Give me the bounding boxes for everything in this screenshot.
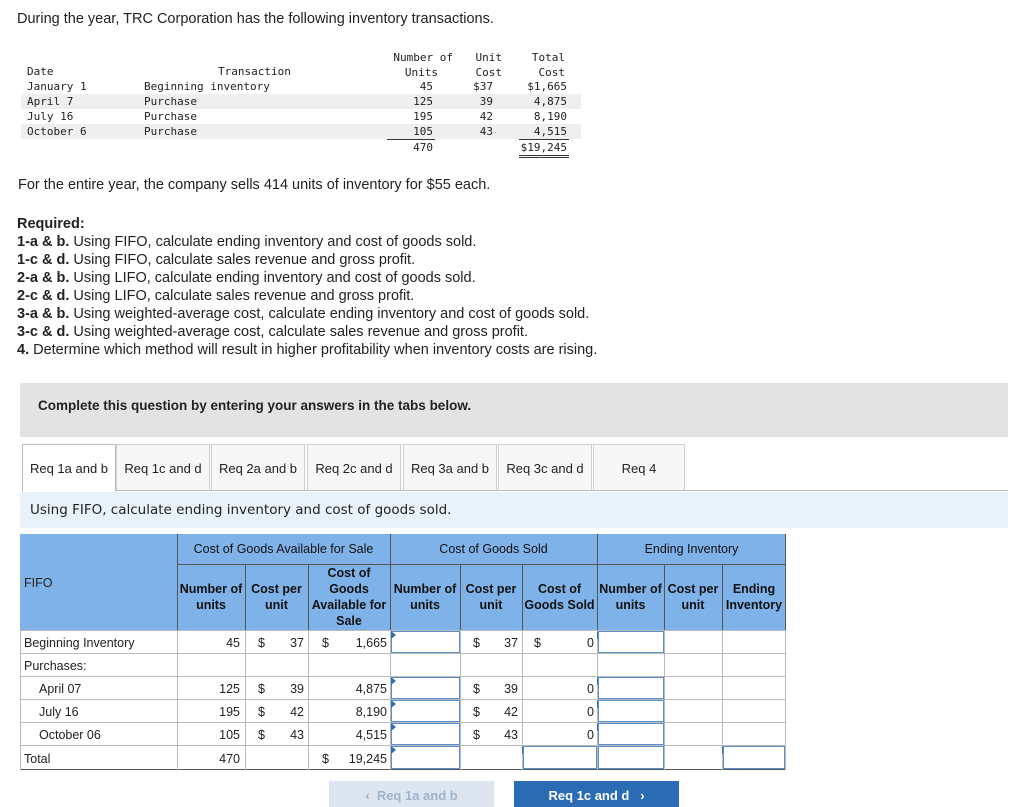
required-item — [17, 233, 597, 251]
dollar-sign: $ — [258, 636, 265, 650]
header-vline — [597, 534, 598, 630]
body-vline — [785, 630, 786, 770]
header-vline — [390, 534, 391, 630]
dollar-sign: $ — [473, 728, 480, 742]
required-item-key: 2-a & b. — [17, 270, 70, 286]
required-item-text: Determine which method will result in higher profitability when inventory costs are rising. — [29, 342, 598, 358]
tab-underline — [22, 490, 1008, 491]
row-total: $1,665 — [527, 80, 567, 93]
row-date: July 16 — [27, 110, 74, 123]
col-units-bottom: Units — [404, 66, 438, 79]
prev-tab-button[interactable] — [329, 781, 494, 807]
row-transaction: Beginning inventory — [144, 80, 270, 93]
tab-req-2c-and-d[interactable]: Req 2c and d — [307, 444, 401, 491]
row-label-july: July 16 — [39, 705, 79, 719]
col-total-bottom: Cost — [538, 66, 565, 79]
chevron-right-icon: › — [629, 788, 645, 803]
tab-req-4[interactable]: Req 4 — [593, 444, 685, 491]
required-item — [17, 341, 597, 359]
body-vline — [308, 630, 309, 770]
row-label-purchases: Purchases: — [24, 659, 87, 673]
row-unit-cost: 42 — [479, 110, 493, 123]
required-title: Required: — [17, 216, 85, 232]
tab-instruction: Using FIFO, calculate ending inventory and cost of goods sold. — [30, 502, 452, 518]
row-transaction: Purchase — [144, 125, 197, 138]
col-cost-top: Unit — [475, 51, 502, 64]
july-sold-cost: 42 — [504, 705, 518, 719]
total-cost: $19,245 — [520, 141, 567, 154]
method-header — [20, 534, 177, 630]
july-cogs: 0 — [587, 705, 594, 719]
transaction-row — [21, 94, 581, 109]
input-marker — [391, 677, 396, 685]
beginning-units-sold-input[interactable] — [391, 631, 460, 653]
required-item — [17, 323, 597, 341]
header-vline — [308, 564, 309, 630]
group-header-ending: Ending Inventory — [597, 534, 786, 564]
beginning-cogs: 0 — [587, 636, 594, 650]
october-units-sold-input[interactable] — [391, 723, 460, 745]
input-marker — [391, 723, 396, 731]
tab-req-3c-and-d[interactable]: Req 3c and d — [498, 444, 592, 491]
sales-statement: For the entire year, the company sells 414 units of inventory for $55 each. — [18, 177, 491, 193]
row-date: April 7 — [27, 95, 74, 108]
april-total: 4,875 — [355, 682, 387, 696]
dollar-sign: $ — [322, 752, 329, 766]
dollar-sign: $ — [322, 636, 329, 650]
transactions-header — [21, 48, 581, 80]
april-units: 125 — [219, 682, 240, 696]
beginning-cost: 37 — [290, 636, 304, 650]
row-label-april: April 07 — [39, 682, 82, 696]
header-divider — [177, 564, 786, 565]
body-vline — [460, 630, 461, 770]
required-item-key: 3-a & b. — [17, 306, 70, 322]
july-units-sold-input[interactable] — [391, 700, 460, 722]
banner-text: Complete this question by entering your answers in the tabs below. — [38, 398, 472, 413]
october-ending-units-input[interactable] — [598, 723, 664, 745]
instruction-banner — [20, 383, 1008, 437]
required-item-text: Using LIFO, calculate ending inventory and cost of goods sold. — [69, 270, 476, 286]
body-vline — [20, 630, 21, 770]
july-ending-units-input[interactable] — [598, 700, 664, 722]
july-units: 195 — [219, 705, 240, 719]
subheader-units-ending: Number of units — [597, 564, 664, 630]
dollar-sign: $ — [473, 636, 480, 650]
chevron-left-icon: ‹ — [365, 788, 377, 803]
total-cost-available: 19,245 — [348, 752, 387, 766]
next-tab-button[interactable] — [514, 781, 679, 807]
row-transaction: Purchase — [144, 95, 197, 108]
required-item-text: Using LIFO, calculate sales revenue and gross profit. — [69, 288, 415, 304]
tab-req-1a-and-b[interactable]: Req 1a and b — [22, 444, 116, 492]
required-list — [17, 215, 597, 359]
total-units-available: 470 — [219, 752, 240, 766]
subheader-cost-per-unit: Cost per unit — [245, 564, 308, 630]
required-item — [17, 269, 597, 287]
required-item-key: 3-c & d. — [17, 324, 70, 340]
row-total: 4,515 — [533, 125, 567, 138]
row-label-beginning: Beginning Inventory — [24, 636, 135, 650]
april-cost: 39 — [290, 682, 304, 696]
row-units: 125 — [413, 95, 433, 108]
table-bottom-line — [20, 769, 786, 770]
tab-req-3a-and-b[interactable]: Req 3a and b — [403, 444, 497, 491]
row-units: 45 — [419, 80, 433, 93]
header-vline — [722, 564, 723, 630]
required-item — [17, 305, 597, 323]
col-units-top: Number of — [393, 51, 453, 64]
subheader-cost-unit-ending: Cost per unit — [664, 564, 722, 630]
total-double-underline-2 — [519, 157, 569, 158]
col-transaction: Transaction — [218, 65, 291, 78]
tab-instruction-bar — [20, 492, 1008, 528]
october-total: 4,515 — [355, 728, 387, 742]
april-sold-cost: 39 — [504, 682, 518, 696]
total-units: 470 — [413, 141, 433, 154]
required-item-key: 2-c & d. — [17, 288, 70, 304]
july-cost: 42 — [290, 705, 304, 719]
row-transaction: Purchase — [144, 110, 197, 123]
fifo-worksheet — [20, 534, 786, 770]
october-units: 105 — [219, 728, 240, 742]
group-header-cogs: Cost of Goods Sold — [390, 534, 597, 564]
row-units: 195 — [413, 110, 433, 123]
header-vline — [177, 534, 178, 630]
header-vline — [245, 564, 246, 630]
beginning-sold-cost: 37 — [504, 636, 518, 650]
required-item-key: 1-c & d. — [17, 252, 70, 268]
subheader-cogas: Cost of Goods Available for Sale — [308, 564, 390, 630]
total-units-sold-input[interactable] — [391, 746, 460, 769]
beginning-units: 45 — [226, 636, 240, 650]
beginning-total: 1,665 — [355, 636, 387, 650]
dollar-sign: $ — [258, 682, 265, 696]
required-item-key: 4. — [17, 342, 30, 358]
transaction-row — [21, 124, 581, 139]
row-date: October 6 — [27, 125, 87, 138]
october-cost: 43 — [290, 728, 304, 742]
transactions-total-row — [21, 140, 581, 155]
next-tab-label: Req 1c and d — [548, 788, 630, 803]
row-total: 4,875 — [533, 95, 567, 108]
subheader-cost-per-unit-sold: Cost per unit — [460, 564, 522, 630]
dollar-sign: $ — [534, 636, 541, 650]
prev-tab-label: Req 1a and b — [376, 788, 458, 803]
subheader-ending-inventory: Ending Inventory — [722, 564, 786, 630]
row-unit-cost: $37 — [473, 80, 493, 93]
required-item — [17, 287, 597, 305]
row-date: January 1 — [27, 80, 87, 93]
dollar-sign: $ — [473, 705, 480, 719]
april-cogs: 0 — [587, 682, 594, 696]
total-cogs-input[interactable] — [523, 746, 597, 769]
total-ending-units-input[interactable] — [598, 746, 664, 769]
header-vline — [785, 534, 786, 630]
required-item-key: 1-a & b. — [17, 234, 70, 250]
october-sold-cost: 43 — [504, 728, 518, 742]
required-item-text: Using weighted-average cost, calculate ending inventory and cost of goods sold. — [69, 306, 590, 322]
tab-req-2a-and-b[interactable]: Req 2a and b — [211, 444, 305, 491]
required-item-text: Using weighted-average cost, calculate sales revenue and gross profit. — [69, 324, 528, 340]
october-cogs: 0 — [587, 728, 594, 742]
transaction-row — [21, 79, 581, 94]
input-marker — [391, 700, 396, 708]
row-line — [20, 653, 786, 654]
input-marker — [391, 746, 396, 754]
required-item-text: Using FIFO, calculate ending inventory and cost of goods sold. — [69, 234, 477, 250]
intro-text: During the year, TRC Corporation has the following inventory transactions. — [17, 11, 494, 27]
april-units-sold-input[interactable] — [391, 677, 460, 699]
dollar-sign: $ — [258, 705, 265, 719]
header-vline — [460, 564, 461, 630]
group-header-cogas: Cost of Goods Available for Sale — [177, 534, 390, 564]
row-label-total: Total — [24, 752, 51, 766]
row-label-october: October 06 — [39, 728, 101, 742]
header-vline — [522, 564, 523, 630]
body-vline — [664, 630, 665, 770]
col-date: Date — [27, 65, 54, 78]
total-double-underline — [519, 155, 569, 156]
row-units: 105 — [413, 125, 433, 138]
april-ending-units-input[interactable] — [598, 677, 664, 699]
july-total: 8,190 — [355, 705, 387, 719]
required-item-text: Using FIFO, calculate sales revenue and gross profit. — [69, 252, 416, 268]
dollar-sign: $ — [258, 728, 265, 742]
dollar-sign: $ — [473, 682, 480, 696]
transaction-row — [21, 109, 581, 124]
header-vline — [664, 564, 665, 630]
subheader-units: Number of units — [177, 564, 245, 630]
col-cost-bottom: Cost — [475, 66, 502, 79]
input-marker — [391, 631, 396, 639]
subheader-units-sold: Number of units — [390, 564, 460, 630]
subheader-cogs: Cost of Goods Sold — [522, 564, 597, 630]
required-item — [17, 251, 597, 269]
total-ending-inventory-input[interactable] — [723, 746, 785, 769]
body-vline — [177, 630, 178, 770]
row-unit-cost: 43 — [479, 125, 493, 138]
row-total: 8,190 — [533, 110, 567, 123]
tab-req-1c-and-d[interactable]: Req 1c and d — [116, 444, 210, 491]
col-total-top: Total — [531, 51, 565, 64]
beginning-ending-units-input[interactable] — [598, 631, 664, 653]
body-vline — [245, 630, 246, 770]
method-label: FIFO — [24, 576, 53, 590]
row-unit-cost: 39 — [479, 95, 493, 108]
